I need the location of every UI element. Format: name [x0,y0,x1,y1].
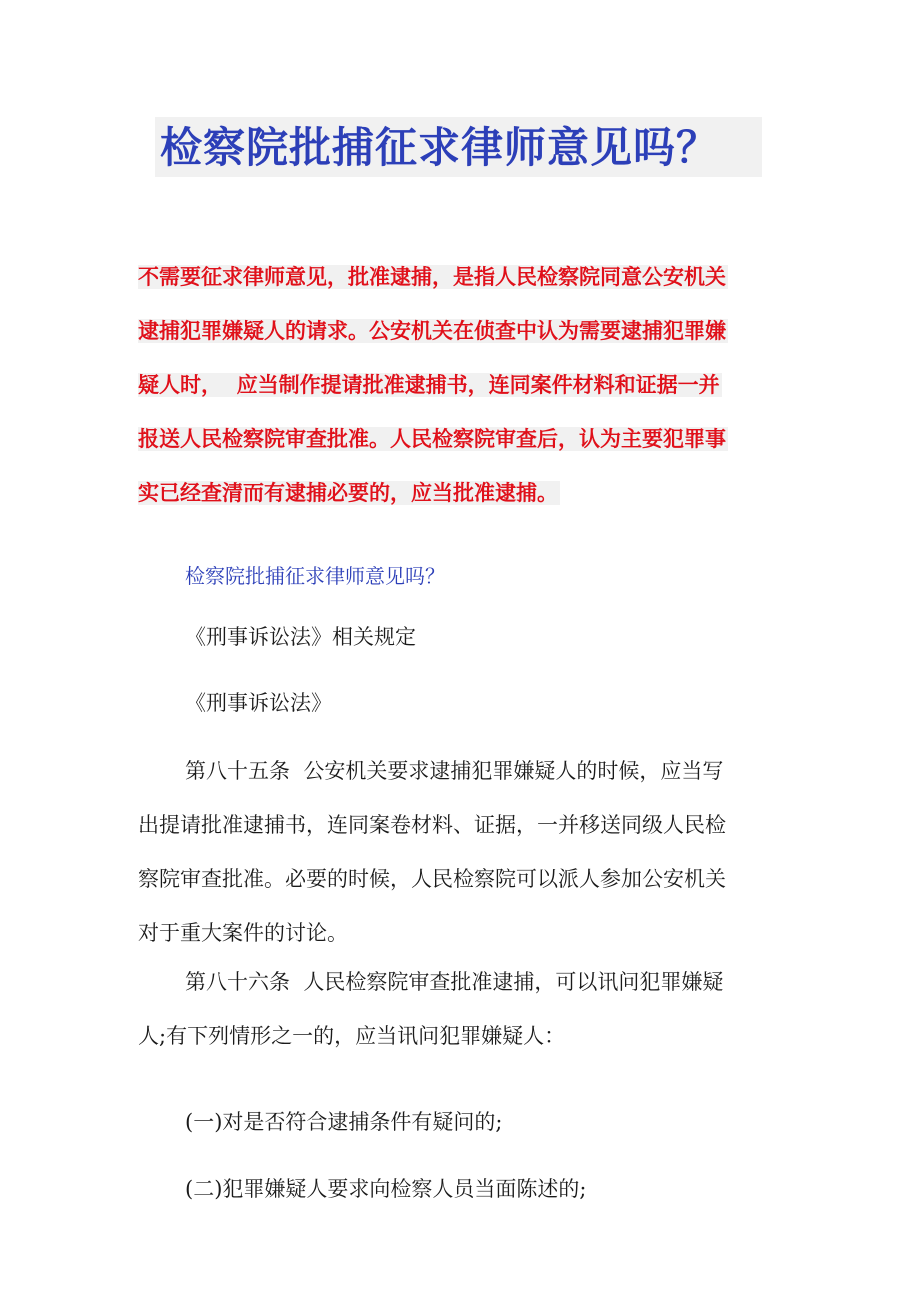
list-item [185,1162,586,1216]
summary-line [138,307,784,355]
summary-line [138,469,784,517]
list-item-text: (二)犯罪嫌疑人要求向检察人员当面陈述的; [185,1177,587,1201]
summary-text: 疑人时， 应当制作提请批准逮捕书，连同案件材料和证据一并 [138,373,720,397]
summary-text: 逮捕犯罪嫌疑人的请求。公安机关在侦查中认为需要逮捕犯罪嫌 [138,319,726,343]
summary-line [138,253,784,301]
law-name-text: 《刑事诉讼法》 [185,691,332,715]
article-85 [138,744,726,960]
summary-block [138,253,784,523]
law-name [185,676,332,730]
article-86 [138,955,723,1063]
article-85-line: 第八十五条 公安机关要求逮捕犯罪嫌疑人的时候，应当写 [185,759,724,783]
section-subtitle: 检察院批捕征求律师意见吗？ [185,564,445,588]
article-85-line: 出提请批准逮捕书，连同案卷材料、证据，一并移送同级人民检 [138,813,726,837]
article-86-line: 人;有下列情形之一的，应当讯问犯罪嫌疑人： [138,1024,566,1048]
list-item-text: (一)对是否符合逮捕条件有疑问的; [185,1110,503,1134]
summary-line [138,361,784,409]
summary-text: 报送人民检察院审查批准。人民检察院审查后，认为主要犯罪事 [138,427,726,451]
article-85-line: 对于重大案件的讨论。 [138,921,348,945]
article-85-line: 察院审查批准。必要的时候，人民检察院可以派人参加公安机关 [138,867,726,891]
page-title: 检察院批捕征求律师意见吗？ [160,123,720,172]
summary-text: 实已经查清而有逮捕必要的，应当批准逮捕。 [138,481,558,505]
article-86-line: 第八十六条 人民检察院审查批准逮捕，可以讯问犯罪嫌疑 [185,970,724,994]
summary-text: 不需要征求律师意见，批准逮捕，是指人民检察院同意公安机关 [138,265,726,289]
law-heading-text: 《刑事诉讼法》相关规定 [185,625,416,649]
law-heading [185,610,416,664]
list-item [185,1095,502,1149]
summary-line [138,415,784,463]
